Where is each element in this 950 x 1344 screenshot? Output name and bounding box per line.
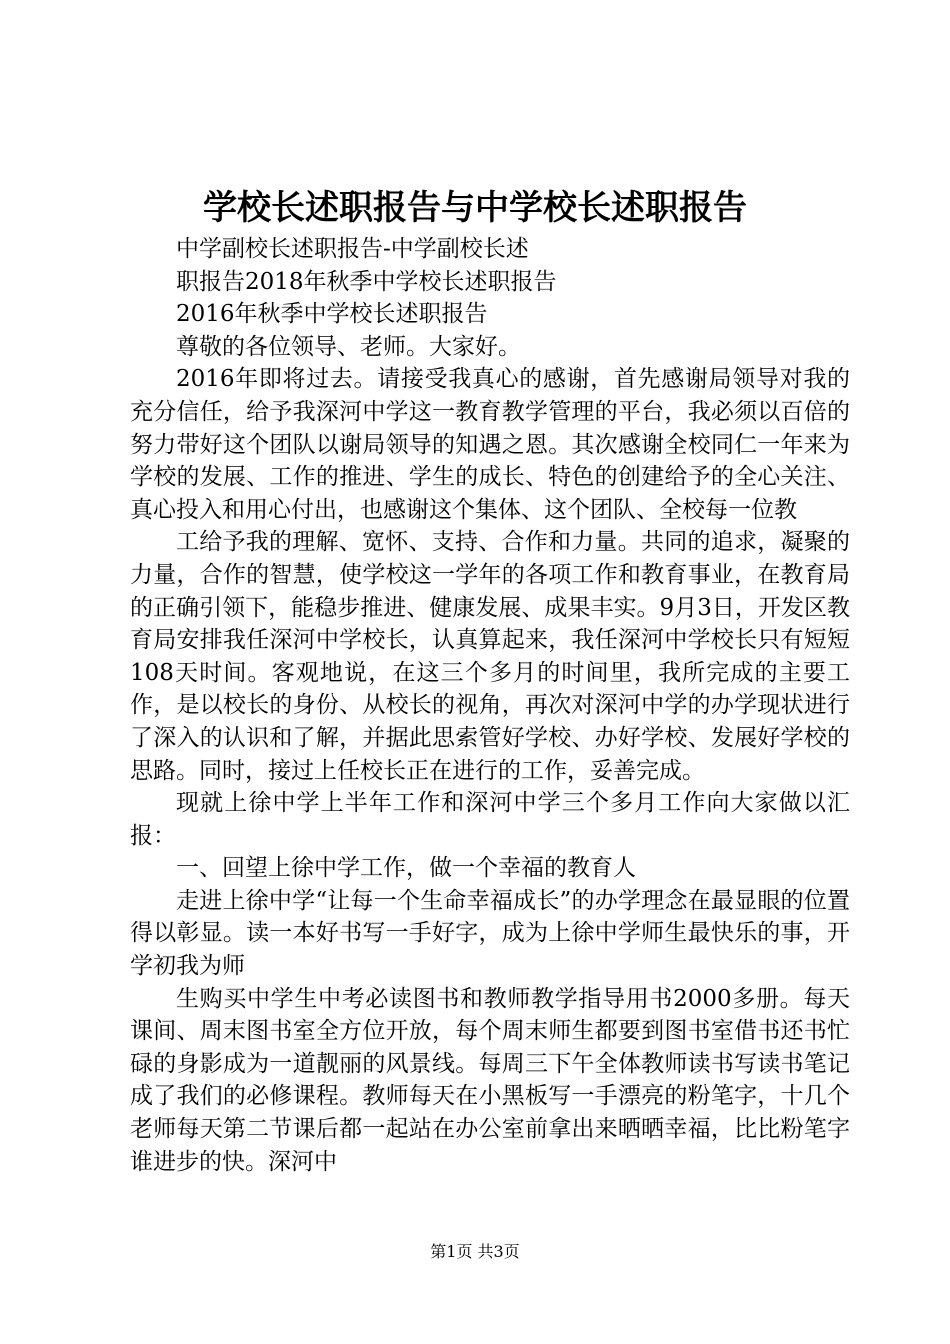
paragraph: 2016年即将过去。请接受我真心的感谢，首先感谢局领导对我的充分信任，给予我深河中学这一教育教学管理的平台，我必须以百倍的努力带好这个团队以谢局领导的知遇之恩。其次感谢全校同仁一年来为学校的发展、工作的推进、学生的成长、特色的创建给予的全心关注、真心投入和用心付出，也感谢这个集体、这个团队、全校每一位教	[130, 366, 850, 523]
page-footer: 第1页 共3页	[430, 1242, 520, 1261]
paragraph: 2016年秋季中学校长述职报告	[176, 301, 488, 328]
paragraph: 走进上徐中学“让每一个生命幸福成长”的办学理念在最显眼的位置得以彰显。读一本好书写一手好字，成为上徐中学师生最快乐的事，开学初我为师	[130, 887, 850, 980]
paragraph: 中学副校长述职报告-中学副校长述	[176, 236, 529, 262]
paragraph: 职报告2018年秋季中学校长述职报告	[176, 268, 557, 295]
paragraph: 工给予我的理解、宽怀、支持、合作和力量。共同的追求，凝聚的力量，合作的智慧，使学校这一学年的各项工作和教育事业，在教育局的正确引领下，能稳步推进、健康发展、成果丰实。9月3日，开发区教育局安排我任深河中学校长，认真算起来，我任深河中学校长只有短短108天时间。客观地说，在这三个多月的时间里，我所完成的主要工作，是以校长的身份、从校长的视角，再次对深河中学的办学现状进行了深入的认识和了解，并据此思索管好学校、办好学校、发展好学校的思路。同时，接过上任校长正在进行的工作，妥善完成。	[130, 529, 850, 784]
paragraph: 现就上徐中学上半年工作和深河中学三个多月工作向大家做以汇报：	[130, 790, 850, 849]
paragraph: 尊敬的各位领导、老师。大家好。	[176, 333, 521, 360]
document-body	[130, 233, 850, 1178]
section-heading: 一、回望上徐中学工作，做一个幸福的教育人	[176, 855, 636, 882]
document-title: 学校长述职报告与中学校长述职报告	[203, 188, 747, 228]
paragraph: 生购买中学生中考必读图书和教师教学指导用书2000多册。每天课间、周末图书室全方位开放，每个周末师生都要到图书室借书还书忙碌的身影成为一道靓丽的风景线。每周三下午全体教师读书写读书笔记成了我们的必修课程。教师每天在小黑板写一手漂亮的粉笔字，十几个老师每天第二节课后都一起站在办公室前拿出来晒晒幸福，比比粉笔字谁进步的快。深河中	[130, 985, 850, 1175]
